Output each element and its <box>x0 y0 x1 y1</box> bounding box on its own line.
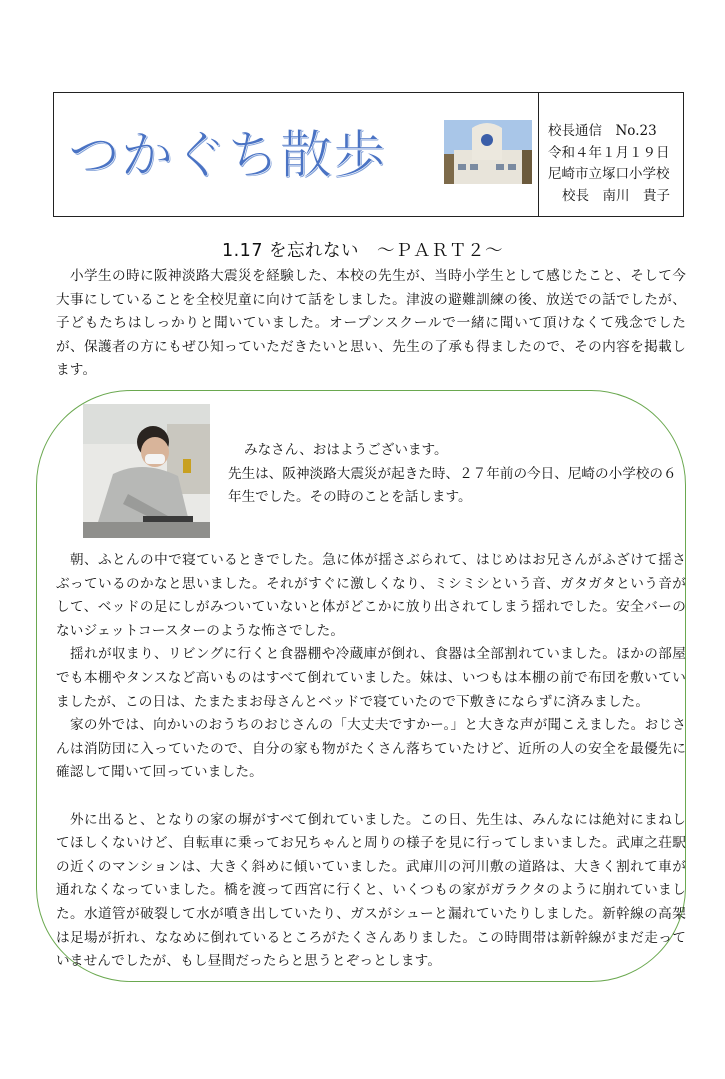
header-divider <box>538 93 539 216</box>
issue-date: 令和４年１月１９日 <box>548 144 670 161</box>
newsletter-header <box>53 92 684 217</box>
principal-name: 校長 南川 貴子 <box>562 187 670 204</box>
story-paragraph-3: 家の外では、向かいのおうちのおじさんの「大丈夫ですかー。」と大きな声が聞こえました。おじさんは消防団に入っていたので、自分の家も物がたくさん落ちていたけど、近所の人の安全を最優先に確認して聞いて回っていました。 <box>56 717 686 781</box>
story-paragraph-4: 外に出ると、となりの家の塀がすべて倒れていました。この日、先生は、みんなには絶対にまねしてほしくないけど、自転車に乗ってお兄ちゃんと周りの様子を見に行ってしまいました。武庫之荘駅の近くのマンションは、大きく斜めに傾いていました。武庫川の河川敷の道路は、大きく割れて車が通れなくなっていました。橋を渡って西宮に行くと、いくつもの家がガラクタのように崩れていました。水道管が破裂して水が噴き出していたり、ガスがシューと漏れていたりしました。新幹線の高架は足場が折れ、ななめに倒れているところがたくさんありました。この時間帯は新幹線がまだ走っていませんでしたが、もし昼間だったらと思うとぞっとします。 <box>56 811 686 970</box>
greeting-line-1: みなさん、おはようございます。 <box>244 442 448 458</box>
teacher-photo <box>83 404 210 538</box>
newsletter-title-logo: つかぐち散歩 <box>68 126 387 186</box>
story-body <box>56 549 686 974</box>
newsletter-number: 校長通信 No.23 <box>548 123 657 139</box>
intro-paragraph: 小学生の時に阪神淡路大震災を経験した、本校の先生が、当時小学生として感じたこと、そして今大事にしていることを全校児童に向けて話をしました。津波の避難訓練の後、放送での話でしたが、子どもたちはしっかりと聞いていました。オープンスクールで一緒に聞いて頂けなくて残念でしたが、保護者の方にもぜひ知っていただきたいと思い、先生の了承も得ましたので、その内容を掲載します。 <box>56 268 686 379</box>
header-info <box>548 121 670 207</box>
story-paragraph-2: 揺れが収まり、リビングに行くと食器棚や冷蔵庫が倒れ、食器は全部割れていました。ほかの部屋でも本棚やタンスなど高いものはすべて倒れていました。妹は、いつもは本棚の前で布団を敷いていましたが、この日は、たまたまお母さんとベッドで寝ていたので下敷きにならずに済みました。 <box>56 646 686 710</box>
story-paragraph-1: 朝、ふとんの中で寝ているときでした。急に体が揺さぶられて、はじめはお兄さんがふざけて揺さぶっているのかなと思いました。それがすぐに激しくなり、ミシミシという音、ガタガタという音がして、ベッドの足にしがみついていないと体がどこかに放り出されてしまう揺れでした。安全バーのないジェットコースターのような怖さでした。 <box>56 552 686 639</box>
school-name: 尼崎市立塚口小学校 <box>548 166 670 182</box>
article-heading: 1.17 を忘れない ～ＰＡＲＴ２～ <box>221 241 504 261</box>
school-building-photo <box>444 120 532 184</box>
greeting <box>228 439 688 510</box>
greeting-line-2: 先生は、阪神淡路大震災が起きた時、２７年前の今日、尼崎の小学校の６年生でした。その時のことを話します。 <box>228 465 677 506</box>
